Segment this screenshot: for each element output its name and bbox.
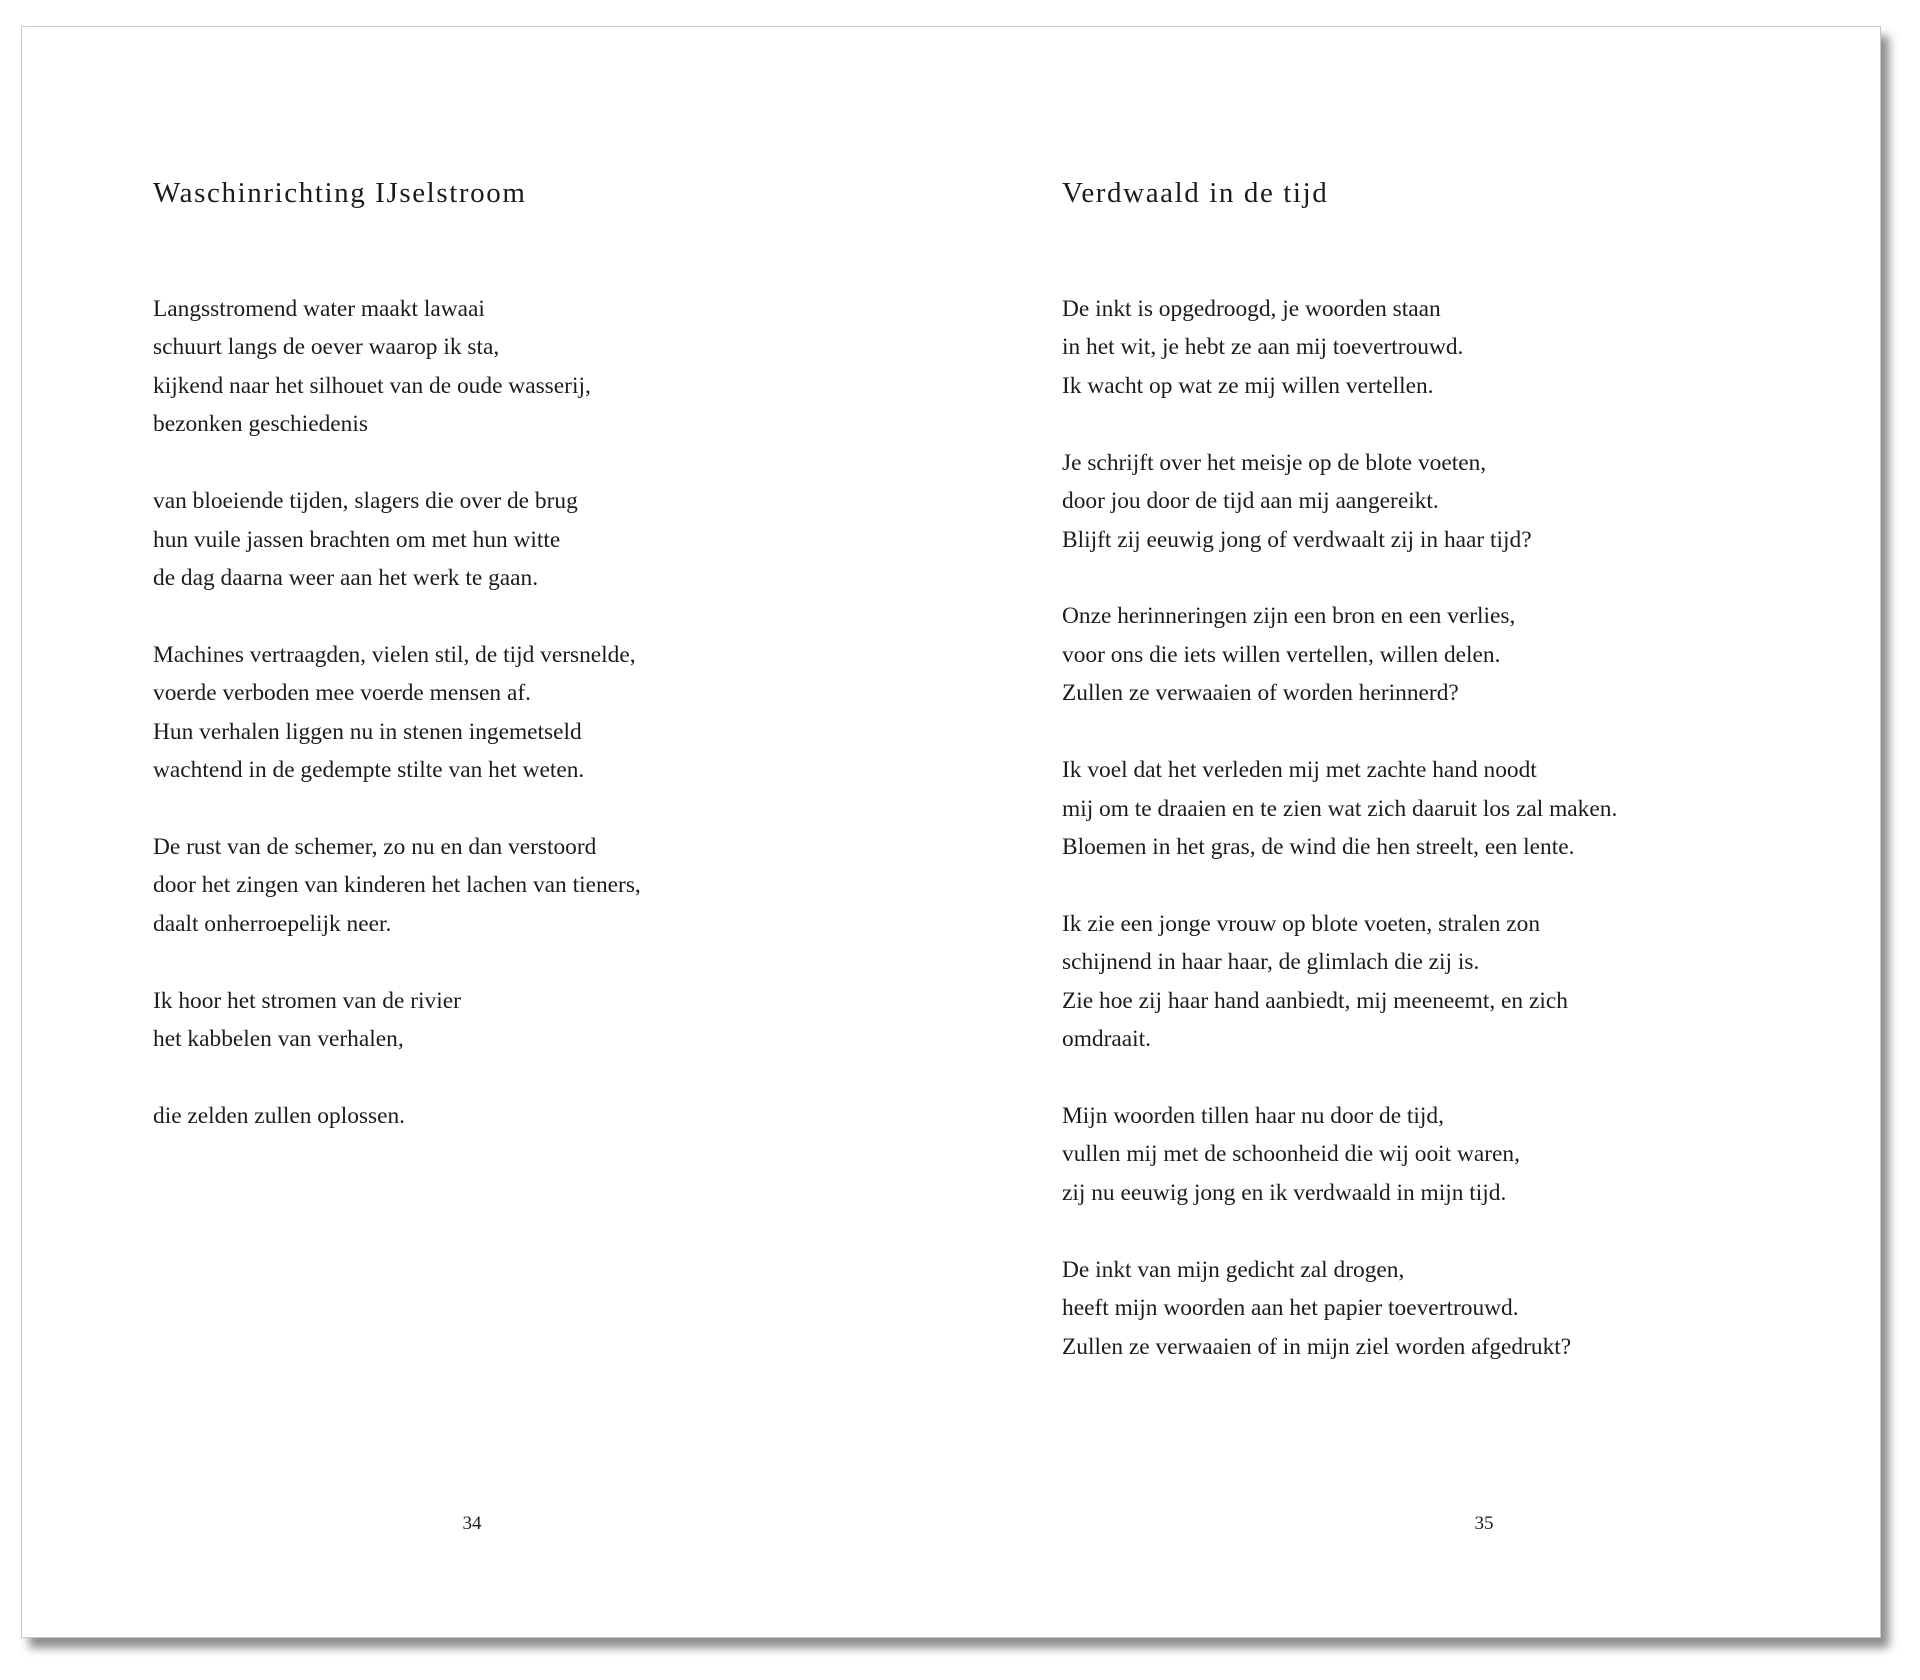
poem-line: zij nu eeuwig jong en ik verdwaald in mijn tijd. — [1062, 1179, 1507, 1206]
stanza — [153, 1097, 933, 1135]
poem-line: schuurt langs de oever waarop ik sta, — [153, 334, 500, 361]
poem-line: wachtend in de gedempte stilte van het weten. — [153, 757, 585, 784]
poem-line: De inkt is opgedroogd, je woorden staan — [1062, 296, 1441, 322]
poem-right — [1062, 169, 1842, 1404]
poem-line: daalt onherroepelijk neer. — [153, 910, 392, 937]
stanza — [1062, 597, 1842, 712]
poem-line: in het wit, je hebt ze aan mij toevertrouwd. — [1062, 334, 1464, 361]
poem-line: vullen mij met de schoonheid die wij ooit waren, — [1062, 1141, 1520, 1168]
poem-line: het kabbelen van verhalen, — [153, 1026, 404, 1053]
poem-line: bezonken geschiedenis — [153, 411, 368, 438]
poem-line: heeft mijn woorden aan het papier toevertrouwd. — [1062, 1295, 1519, 1322]
poem-line: van bloeiende tijden, slagers die over de brug — [153, 488, 578, 515]
poem-line: Blijft zij eeuwig jong of verdwaalt zij in haar tijd? — [1062, 526, 1532, 553]
poem-line: Hun verhalen liggen nu in stenen ingemetseld — [153, 718, 582, 745]
poem-line: voerde verboden mee voerde mensen af. — [153, 680, 531, 707]
left-page — [22, 27, 952, 1637]
poem-line: Ik zie een jonge vrouw op blote voeten, stralen zon — [1062, 910, 1541, 937]
poem-line: door het zingen van kinderen het lachen van tieners, — [153, 872, 641, 899]
poem-title: Verdwaald in de tijd — [1062, 177, 1329, 209]
poem-line: Zullen ze verwaaien of in mijn ziel worden afgedrukt? — [1062, 1333, 1572, 1360]
poem-line: Je schrijft over het meisje op de blote voeten, — [1062, 449, 1487, 476]
poem-line: De inkt van mijn gedicht zal drogen, — [1062, 1256, 1405, 1283]
stanza — [153, 828, 933, 943]
stanza — [1062, 290, 1842, 405]
poem-line: omdraait. — [1062, 1026, 1151, 1053]
poem-line: hun vuile jassen brachten om met hun witte — [153, 526, 561, 553]
poem-line: Ik voel dat het verleden mij met zachte hand noodt — [1062, 757, 1537, 784]
poem-line: Mijn woorden tillen haar nu door de tijd, — [1062, 1103, 1444, 1129]
poem-line: Ik wacht op wat ze mij willen vertellen. — [1062, 372, 1434, 399]
stanza — [1062, 1251, 1842, 1366]
poem-left — [153, 169, 933, 1174]
poem-line: Langsstromend water maakt lawaai — [153, 296, 485, 322]
stanza — [1062, 905, 1842, 1059]
stanza — [153, 290, 933, 444]
poem-line: mij om te draaien en te zien wat zich daaruit los zal maken. — [1062, 795, 1618, 822]
poem-line: door jou door de tijd aan mij aangereikt. — [1062, 488, 1439, 515]
page-number: 34 — [462, 1513, 482, 1534]
stanza — [1062, 751, 1842, 866]
poem-line: schijnend in haar haar, de glimlach die zij is. — [1062, 949, 1480, 976]
poem-line: Zullen ze verwaaien of worden herinnerd? — [1062, 680, 1459, 707]
stanza — [153, 982, 933, 1059]
poem-line: de dag daarna weer aan het werk te gaan. — [153, 564, 539, 591]
stanza — [1062, 1097, 1842, 1212]
poem-line: De rust van de schemer, zo nu en dan verstoord — [153, 833, 597, 860]
poem-line: voor ons die iets willen vertellen, willen delen. — [1062, 641, 1501, 668]
poem-line: die zelden zullen oplossen. — [153, 1103, 406, 1129]
poem-line: Bloemen in het gras, de wind die hen streelt, een lente. — [1062, 833, 1575, 860]
poem-line: Zie hoe zij haar hand aanbiedt, mij meeneemt, en zich — [1062, 987, 1568, 1014]
poem-line: Onze herinneringen zijn een bron en een verlies, — [1062, 603, 1516, 630]
poem-line: kijkend naar het silhouet van de oude wasserij, — [153, 372, 591, 399]
stanza — [153, 636, 933, 790]
stanza — [153, 482, 933, 597]
book-spread — [21, 26, 1881, 1638]
poem-line: Ik hoor het stromen van de rivier — [153, 987, 461, 1014]
poem-title: Waschinrichting IJselstroom — [153, 177, 527, 209]
poem-line: Machines vertraagden, vielen stil, de tijd versnelde, — [153, 641, 636, 668]
right-page — [952, 27, 1882, 1637]
page-number: 35 — [1474, 1513, 1494, 1534]
stanza — [1062, 444, 1842, 559]
